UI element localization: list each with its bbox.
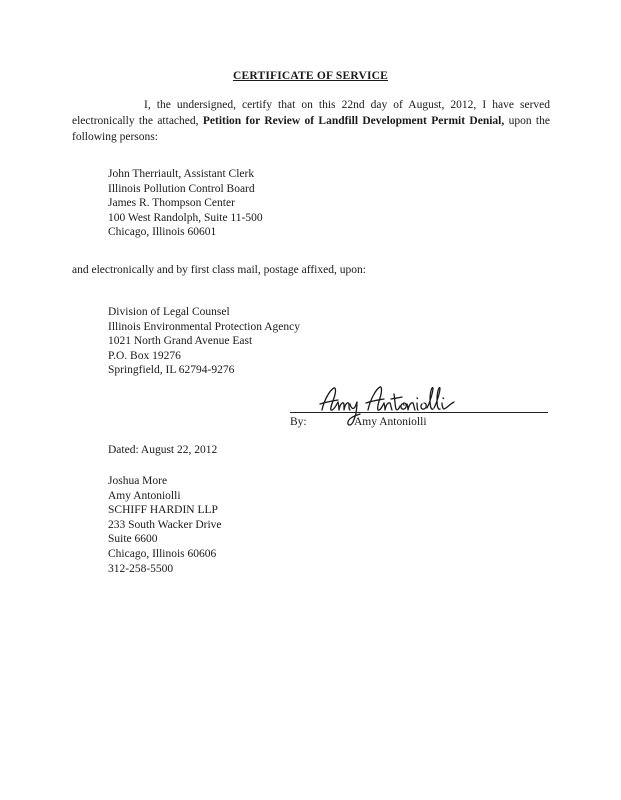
address-line: John Therriault, Assistant Clerk <box>108 168 255 180</box>
intro-text-end: upon the following persons: <box>72 115 550 143</box>
address-line: Division of Legal Counsel <box>108 306 230 318</box>
intro-paragraph <box>72 97 550 145</box>
address-line: 100 West Randolph, Suite 11-500 <box>108 211 263 224</box>
address-line: 233 South Wacker Drive <box>108 518 222 531</box>
signature-line <box>290 412 548 413</box>
address-line: Springfield, IL 62794-9276 <box>108 364 235 377</box>
address-line: SCHIFF HARDIN LLP <box>108 504 218 517</box>
document-title: CERTIFICATE OF SERVICE <box>232 70 389 82</box>
address-line: Illinois Environmental Protection Agency <box>108 320 300 333</box>
service-method-text: and electronically and by first class mail, postage affixed, upon: <box>72 264 366 276</box>
address-line: Illinois Pollution Control Board <box>108 182 255 195</box>
intro-text-start: I, the undersigned, certify that on this 22nd day of August, 2012, I have served electronically the attached, <box>72 99 550 127</box>
address-line: Suite 6600 <box>108 533 158 546</box>
address-line: Chicago, Illinois 60606 <box>108 547 217 560</box>
recipient-address-1 <box>108 167 263 240</box>
signature-block <box>290 388 550 434</box>
signer-name: Amy Antoniolli <box>354 416 427 428</box>
date-line: Dated: August 22, 2012 <box>108 444 218 456</box>
address-line: Joshua More <box>108 475 168 487</box>
recipient-address-2 <box>108 305 300 378</box>
address-line: Amy Antoniolli <box>108 489 181 502</box>
address-line: Chicago, Illinois 60601 <box>108 226 217 239</box>
address-line: P.O. Box 19276 <box>108 349 181 362</box>
address-line: James R. Thompson Center <box>108 197 235 210</box>
sender-address <box>108 474 222 576</box>
by-label: By: <box>290 416 307 428</box>
address-line: 312-258-5500 <box>108 562 174 575</box>
petition-title: Petition for Review of Landfill Development Permit Denial, <box>202 115 505 127</box>
address-line: 1021 North Grand Avenue East <box>108 335 253 348</box>
